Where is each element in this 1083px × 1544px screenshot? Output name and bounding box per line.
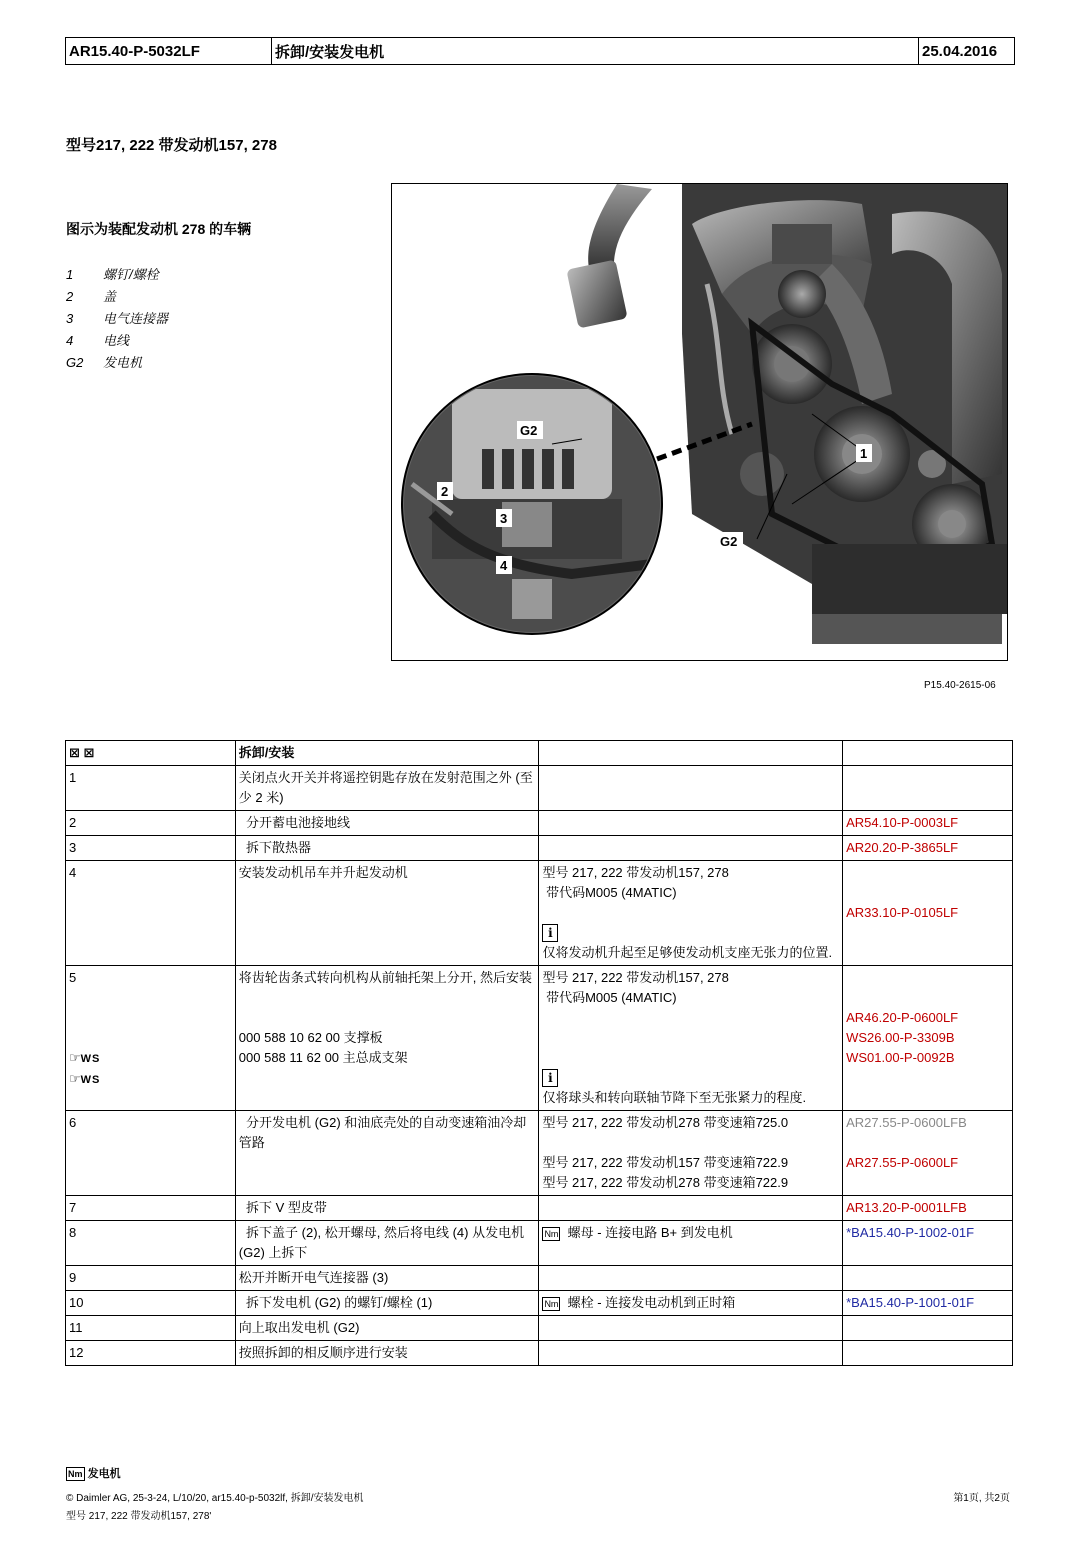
footer-page-number: 第1页, 共2页 <box>953 1493 1010 1504</box>
hand-pointer-icon: ☞ <box>69 1071 81 1086</box>
torque-nm-icon: Nm <box>68 1469 83 1480</box>
callout-3-label: 3 <box>500 511 508 526</box>
table-row: 8 拆下盖子 (2), 松开螺母, 然后将电线 (4) 从发电机 (G2) 上拆下 Nm 螺母 - 连接电路 B+ 到发电机 *BA15.40-P-1002-01F <box>66 1221 1013 1266</box>
reference-link[interactable]: WS26.00-P-3309B <box>846 1030 955 1045</box>
document-code: AR15.40-P-5032LF <box>66 38 272 64</box>
table-row: 7 拆下 V 型皮带 AR13.20-P-0001LFB <box>66 1196 1013 1221</box>
info-icon: i <box>542 924 558 942</box>
legend-item: 2 盖 <box>66 289 117 304</box>
legend-item: 4 电线 <box>66 333 130 348</box>
callout-g2-label: G2 <box>720 534 738 549</box>
table-row: 10 拆下发电机 (G2) 的螺钉/螺栓 (1) Nm 螺栓 - 连接发电动机到正时箱 *BA15.40-P-1001-01F <box>66 1291 1013 1316</box>
reference-link[interactable]: *BA15.40-P-1002-01F <box>843 1221 1013 1266</box>
engine-drawing <box>392 184 1007 660</box>
reference-link[interactable]: AR13.20-P-0001LFB <box>843 1196 1013 1221</box>
figure-caption: 图示为装配发动机 278 的车辆 <box>66 221 252 237</box>
reference-link[interactable]: AR27.55-P-0600LF <box>846 1155 959 1170</box>
callout-1-label: 1 <box>860 446 868 461</box>
footer-copyright: © Daimler AG, 25-3-24, L/10/20, ar15.40-p-5032lf, 拆卸/安装发电机 <box>66 1493 364 1504</box>
torque-nm-icon: Nm <box>544 1298 559 1309</box>
reference-link[interactable]: AR27.55-P-0600LFB <box>846 1115 967 1130</box>
figure-id: P15.40-2615-06 <box>924 680 996 691</box>
figure-legend <box>66 264 168 374</box>
legend-item: G2 发电机 <box>66 355 143 370</box>
header-icons <box>66 741 236 766</box>
procedure-table <box>65 740 1013 1366</box>
footer-model: 型号 217, 222 带发动机157, 278' <box>66 1511 212 1522</box>
table-row: 12 按照拆卸的相反顺序进行安装 <box>66 1341 1013 1366</box>
reference-link[interactable]: *BA15.40-P-1001-01F <box>843 1291 1013 1316</box>
callout-2-label: 2 <box>441 484 449 499</box>
table-row: 4 安装发动机吊车并升起发动机 型号 217, 222 带发动机157, 278 带代码M005 (4MATIC) i 仅将发动机升起至足够使发动机支座无张力的位置. AR33.10-P-0105LF <box>66 861 1013 966</box>
table-row: 6 分开发电机 (G2) 和油底壳处的自动变速箱油冷却管路 型号 217, 222 带发动机278 带变速箱725.0 型号 217, 222 带发动机157 带变速箱722.9 型号 217, 222 带发动机278 带变速箱722.9 AR27.55-P-0600LFB AR27.55-P-0600LF <box>66 1111 1013 1196</box>
header-title: 拆卸/安装 <box>235 741 539 766</box>
reference-link[interactable]: AR33.10-P-0105LF <box>846 905 959 920</box>
table-header-row <box>66 741 1013 766</box>
engine-illustration <box>391 183 1008 661</box>
document-header <box>65 37 1015 65</box>
table-row: 5 ☞WS ☞WS 将齿轮齿条式转向机构从前轴托架上分开, 然后安装 000 588 10 62 00 支撑板 000 588 11 62 00 主总成支架 型号 217, 222 带发动机157, 278 带代码M005 (4MATIC) i 仅将球头和转向联轴节降下至无张紧力的程度. AR46.20-P-0600LF WS26.00-P-3309B WS01.00-P-0092B <box>66 966 1013 1111</box>
table-row: 1 关闭点火开关并将遥控钥匙存放在发射范围之外 (至少 2 米) <box>66 766 1013 811</box>
callout-4-label: 4 <box>500 558 508 573</box>
reference-link[interactable]: WS01.00-P-0092B <box>846 1050 955 1065</box>
remove-install-icon: ⊠ ⊠ <box>69 745 95 760</box>
torque-nm-icon: Nm <box>544 1228 559 1239</box>
info-icon: i <box>542 1069 558 1087</box>
document-date: 25.04.2016 <box>922 42 998 60</box>
document-title: 拆卸/安装发电机 <box>272 38 919 64</box>
table-row: 11 向上取出发电机 (G2) <box>66 1316 1013 1341</box>
table-row: 9 松开并断开电气连接器 (3) <box>66 1266 1013 1291</box>
hand-pointer-icon: ☞ <box>69 1050 81 1065</box>
reference-link[interactable]: AR46.20-P-0600LF <box>846 1010 959 1025</box>
footer-nm-label: Nm 发电机 <box>68 1468 121 1480</box>
reference-link[interactable]: AR20.20-P-3865LF <box>843 836 1013 861</box>
legend-item: 3 电气连接器 <box>66 311 169 326</box>
model-line: 型号217, 222 带发动机157, 278 <box>66 137 277 154</box>
callout-g2-inset-label: G2 <box>520 423 538 438</box>
legend-item: 1 螺钉/螺栓 <box>66 267 159 282</box>
reference-link[interactable]: AR54.10-P-0003LF <box>843 811 1013 836</box>
table-row: 2 分开蓄电池接地线 AR54.10-P-0003LF <box>66 811 1013 836</box>
table-row: 3 拆下散热器 AR20.20-P-3865LF <box>66 836 1013 861</box>
